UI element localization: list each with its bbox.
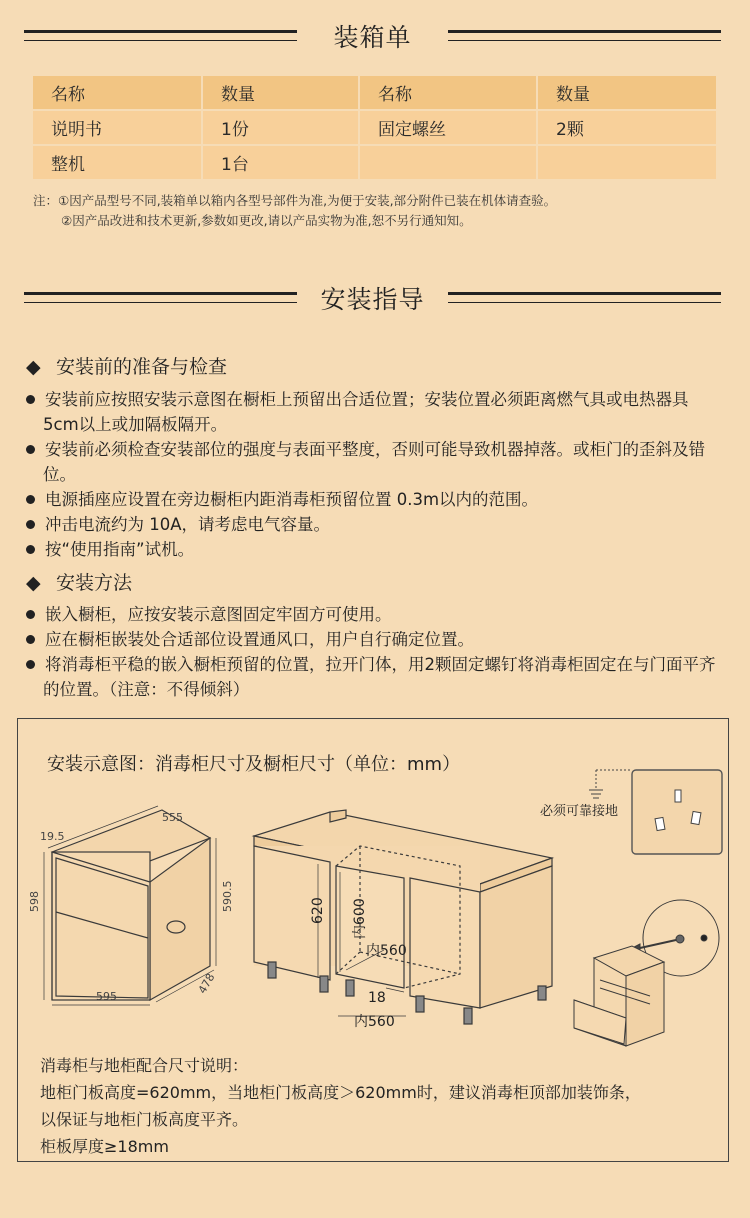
dim-inner-width: 内560 (354, 1014, 395, 1030)
method-title: 安装方法 (56, 572, 133, 594)
header-cell: 名称 (33, 76, 203, 111)
header-cell: 名称 (360, 76, 538, 111)
dim-width: 595 (96, 990, 117, 1003)
dim-height: 598 (28, 891, 41, 912)
prep-title: 安装前的准备与检查 (56, 356, 228, 378)
header-cell: 数量 (538, 76, 716, 111)
dim-door-height: 620 (310, 897, 326, 924)
fit-line-1: 地柜门板高度=620mm，当地柜门板高度＞620mm时，建议消毒柜顶部加装饰条， (40, 1083, 641, 1102)
table-cell: 整机 (33, 146, 203, 181)
list-item: 将消毒柜平稳的嵌入橱柜预留的位置，拉开门体，用2颗固定螺钉将消毒柜固定在与门面平齐的位置。（注意：不得倾斜） (26, 652, 716, 702)
dim-board: 18 (368, 990, 386, 1006)
fit-title: 消毒柜与地柜配合尺寸说明： (40, 1056, 249, 1075)
kitchen-cabinet-drawing (254, 810, 552, 1024)
dim-inner-depth: 内560 (366, 943, 407, 959)
diamond-icon: ◆ (26, 356, 41, 378)
fit-line-3: 柜板厚度≥18mm (40, 1137, 169, 1156)
dim-right-height: 590.5 (221, 880, 234, 912)
table-cell: 1份 (203, 111, 360, 146)
list-item: 电源插座应设置在旁边橱柜内距消毒柜预留位置 0.3m以内的范围。 (26, 487, 716, 512)
table-cell: 1台 (203, 146, 360, 181)
table-cell: 固定螺丝 (360, 111, 538, 146)
dim-inner-height: 内600 (352, 898, 368, 939)
header-cell: 数量 (203, 76, 360, 111)
table-cell: 说明书 (33, 111, 203, 146)
table-cell: 2颗 (538, 111, 716, 146)
diamond-icon: ◆ (26, 572, 41, 594)
list-item: 安装前必须检查安装部位的强度与表面平整度，否则可能导致机器掉落。或柜门的歪斜及错位。 (26, 437, 716, 487)
dim-top-offset: 19.5 (40, 830, 65, 843)
list-item: 按“使用指南”试机。 (26, 537, 716, 562)
fit-line-2: 以保证与地柜门板高度平齐。 (40, 1110, 249, 1129)
sterilizer-unit-drawing (44, 806, 216, 1005)
power-socket-icon (632, 770, 722, 854)
diagram-title: 安装示意图：消毒柜尺寸及橱柜尺寸（单位：mm） (47, 754, 461, 775)
note-1: 注：①因产品型号不同,装箱单以箱内各型号部件为准,为便于安装,部分附件已装在机体请查验。 (33, 193, 557, 208)
list-item: 嵌入橱柜，应按安装示意图固定牢固方可使用。 (26, 602, 716, 627)
list-item: 应在橱柜嵌装处合适部位设置通风口，用户自行确定位置。 (26, 627, 716, 652)
dim-depth: 478 (195, 971, 218, 996)
dim-top-width: 555 (162, 811, 183, 824)
unit-fixing-drawing (574, 946, 664, 1046)
ground-label: 必须可靠接地 (540, 804, 619, 819)
list-item: 安装前应按照安装示意图在橱柜上预留出合适位置；安装位置必须距离燃气具或电热器具 5cm以上或加隔板隔开。 (26, 387, 716, 437)
fit-notes (40, 1052, 641, 1160)
list-item: 冲击电流约为 10A，请考虑电气容量。 (26, 512, 716, 537)
install-title: 安装指导 (320, 285, 425, 314)
note-2: ②因产品改进和技术更新,参数如更改,请以产品实物为准,恕不另行通知知。 (61, 213, 472, 228)
packing-title: 装箱单 (333, 23, 412, 52)
ground-icon (589, 770, 630, 798)
